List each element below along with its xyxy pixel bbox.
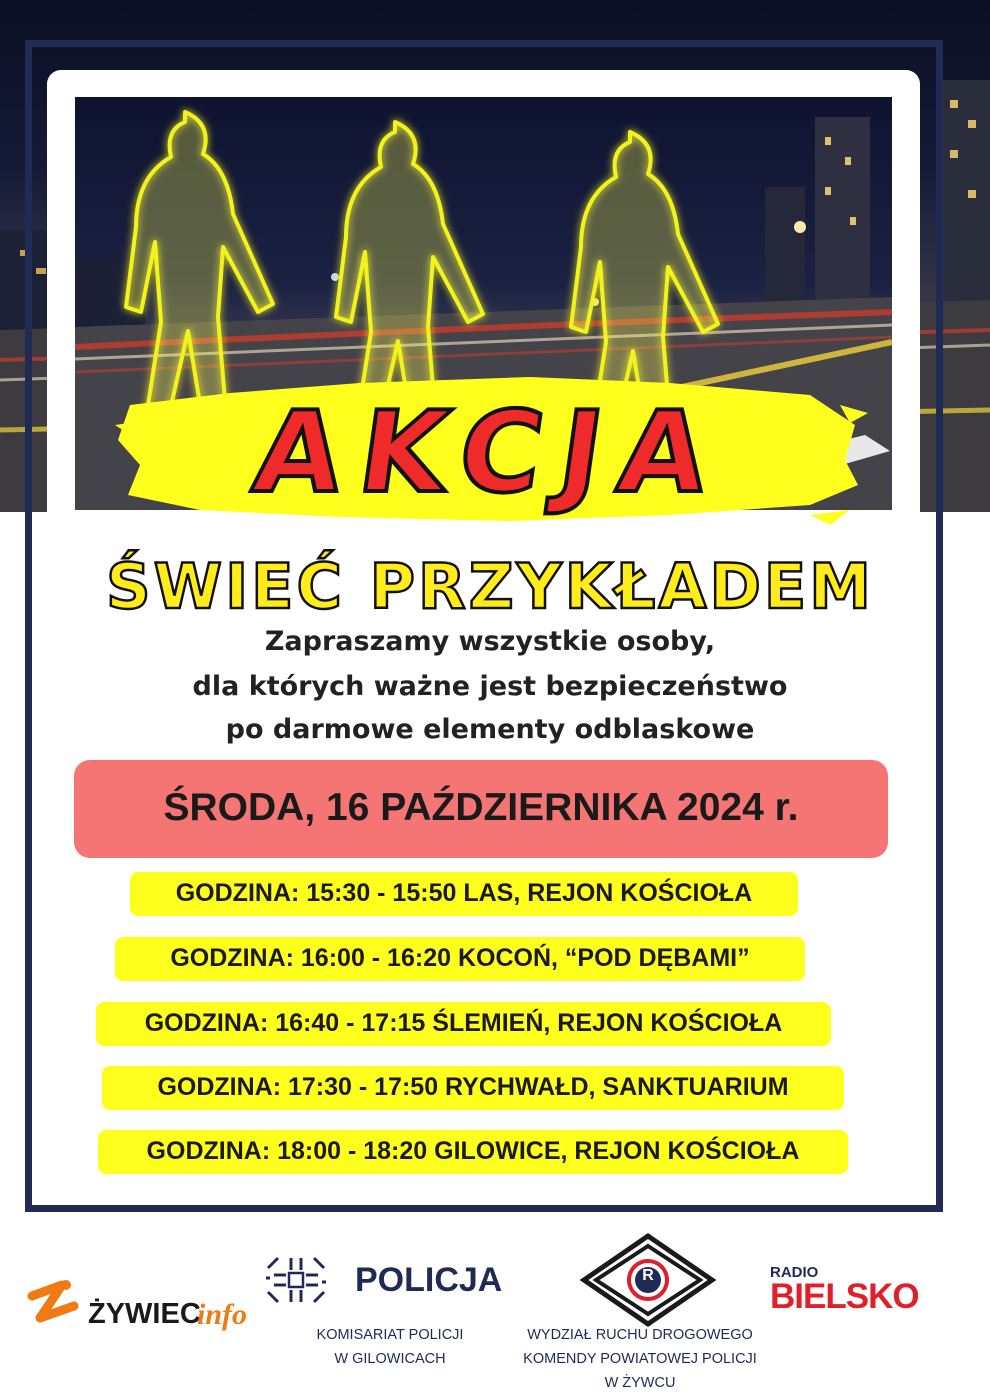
schedule-text: GODZINA: 16:00 - 16:20 KOCOŃ, “POD DĘBAMI”: [170, 944, 750, 972]
schedule-text: GODZINA: 18:00 - 18:20 GILOWICE, REJON KOŚCIOŁA: [146, 1137, 800, 1165]
wydzial-line-1: WYDZIAŁ RUCHU DROGOWEGO: [527, 1327, 753, 1343]
intro-line-2: dla których ważne jest bezpieczeństwo: [192, 671, 788, 702]
schedule-item: [96, 1002, 831, 1046]
schedule-item: [98, 1130, 848, 1174]
wydzial-line-2: KOMENDY POWIATOWEJ POLICJI: [523, 1351, 757, 1367]
intro-line-1: Zapraszamy wszystkie osoby,: [264, 626, 716, 657]
campaign-title: ŚWIEĆ PRZYKŁADEM: [106, 550, 874, 623]
radio-bielsko-logo: BIELSKO: [770, 1277, 919, 1316]
intro-line-3: po darmowe elementy odblaskowe: [225, 714, 755, 745]
schedule-text: GODZINA: 15:30 - 15:50 LAS, REJON KOŚCIOŁA: [175, 879, 753, 907]
wydzial-line-3: W ŻYWCU: [604, 1375, 676, 1391]
date-banner: [74, 760, 888, 858]
zywiec-logo-text: ŻYWIEC: [88, 1298, 201, 1330]
road-badge-letter: R: [642, 1267, 654, 1284]
schedule-item: [115, 937, 805, 981]
headline-akcja: AKCJA: [246, 388, 734, 518]
zywiec-logo-suffix: info: [197, 1298, 248, 1331]
headline-akcja-area: [110, 385, 870, 525]
komisariat-line-1: KOMISARIAT POLICJI: [316, 1327, 464, 1343]
schedule-text: GODZINA: 16:40 - 17:15 ŚLEMIEŃ, REJON KOŚCIOŁA: [144, 1009, 783, 1037]
schedule-item: [102, 1066, 844, 1110]
policja-logo-text: POLICJA: [355, 1261, 503, 1299]
schedule-item: [130, 872, 798, 916]
schedule-text: GODZINA: 17:30 - 17:50 RYCHWAŁD, SANKTUARIUM: [157, 1073, 789, 1101]
zywiec-logo-icon: [32, 1280, 74, 1318]
event-date: ŚRODA, 16 PAŹDZIERNIKA 2024 r.: [163, 786, 799, 829]
policja-star-icon: [266, 1258, 326, 1302]
radio-label: RADIO: [770, 1264, 819, 1281]
komisariat-line-2: W GILOWICACH: [334, 1351, 446, 1367]
